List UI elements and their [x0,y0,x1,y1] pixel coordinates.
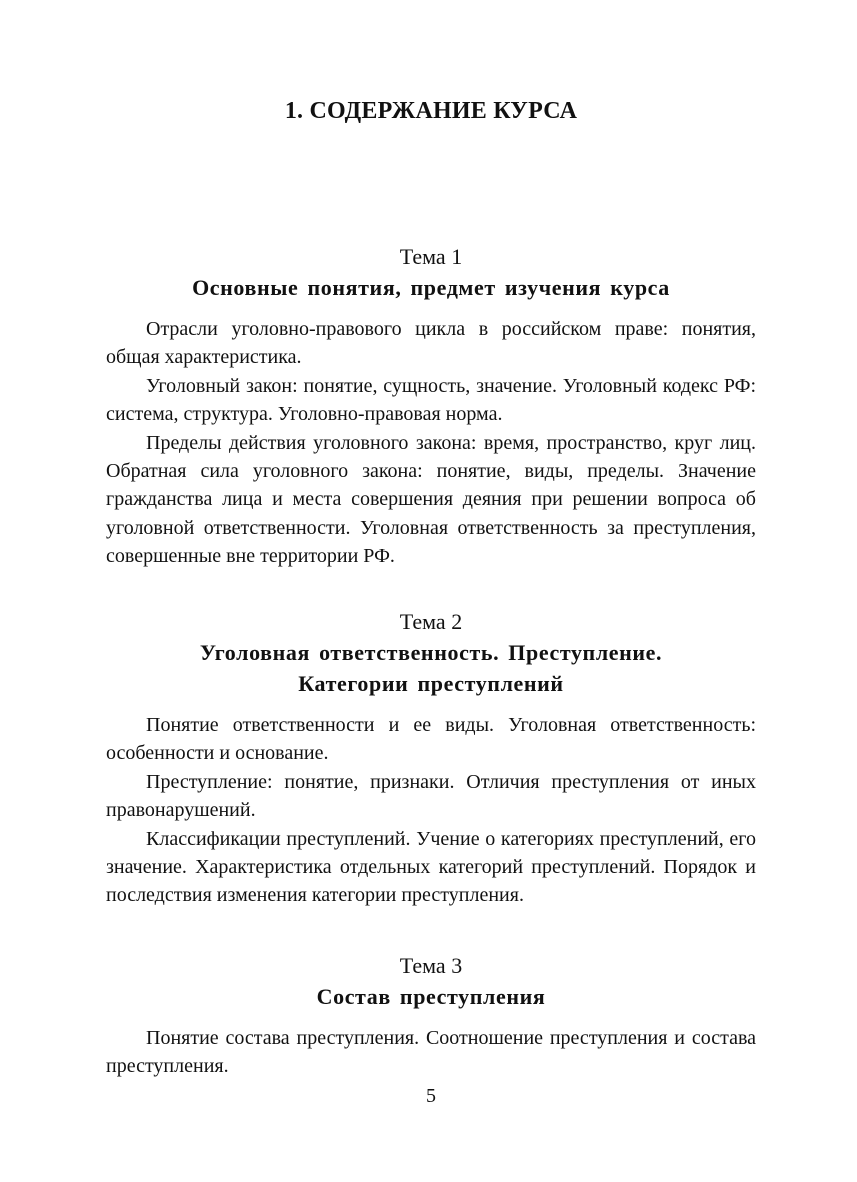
topic-section-2 [106,606,756,910]
topic-body [106,315,756,571]
topic-title-line: Категории преступлений [298,671,564,696]
topic-title [106,637,756,699]
topic-title-line: Основные понятия, предмет изучения курса [192,275,670,300]
document-page [106,0,756,1182]
chapter-title: 1. СОДЕРЖАНИЕ КУРСА [284,98,578,124]
topic-section-1 [106,241,756,571]
topic-label: Тема 3 [399,953,463,978]
paragraph: Понятие ответственности и ее виды. Уголовная ответственность: особенности и основание. [106,714,756,765]
topic-title [106,272,756,303]
topic-label: Тема 2 [399,609,463,634]
topic-title [106,981,756,1012]
paragraph: Понятие состава преступления. Соотношение преступления и состава преступления. [106,1027,756,1078]
paragraph: Пределы действия уголовного закона: время, пространство, круг лиц. Обратная сила уголовного закона: понятие, виды, пределы. Значение гражданства лица и места совершения деяния при решении вопроса об уголовной ответственности. Уголовная ответственность за преступления, совершенные вне территории РФ. [106,431,756,568]
paragraph: Преступление: понятие, признаки. Отличия преступления от иных правонарушений. [106,770,756,822]
topic-label: Тема 1 [399,244,463,269]
topic-title-line: Состав преступления [316,984,546,1009]
page-number: 5 [426,1085,436,1107]
topic-title-line: Уголовная ответственность. Преступление. [199,640,663,665]
topic-body [106,711,756,910]
topic-section-3 [106,950,756,1081]
paragraph: Уголовный закон: понятие, сущность, значение. Уголовный кодекс РФ: система, структура. Уголовно-правовая норма. [106,374,756,426]
topic-body [106,1024,756,1081]
paragraph: Отрасли уголовно-правового цикла в российском праве: понятия, общая характеристика. [106,318,756,369]
paragraph: Классификации преступлений. Учение о категориях преступлений, его значение. Характеристика отдельных категорий преступлений. Порядок и последствия изменения категории преступления. [106,827,756,907]
